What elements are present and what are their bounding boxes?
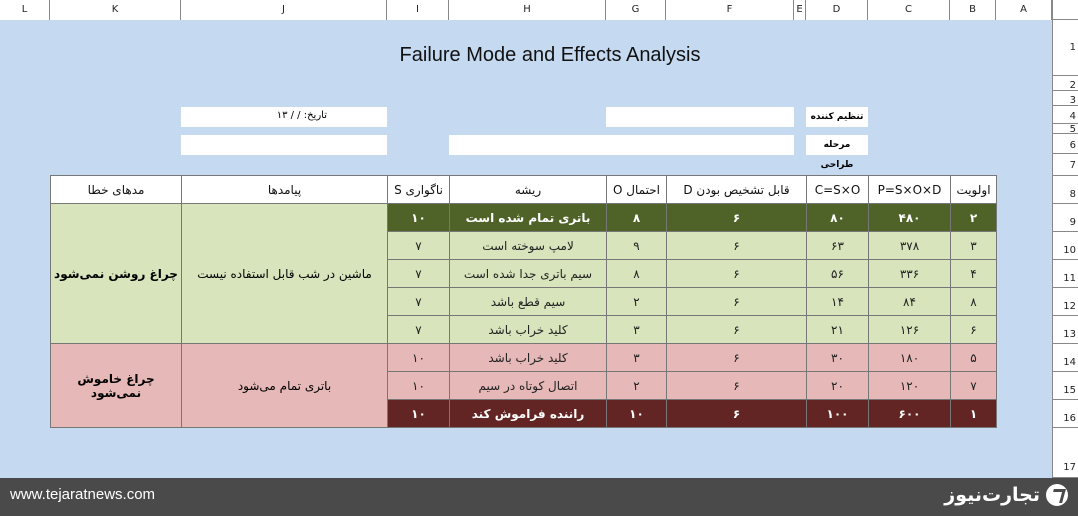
severity-cell: ۱۰ <box>388 372 450 400</box>
failure-mode-cell: چراغ روشن نمی‌شود <box>51 204 182 344</box>
design-stage-label: مرحله طراحی <box>806 135 868 155</box>
column-header[interactable]: F <box>666 0 794 20</box>
effect-cell: باتری تمام می‌شود <box>182 344 388 428</box>
cso-cell: ۶۳ <box>807 232 869 260</box>
cso-cell: ۱۰۰ <box>807 400 869 428</box>
rpn-cell: ۸۴ <box>869 288 951 316</box>
header-occurrence: احتمال O <box>607 176 667 204</box>
column-header[interactable]: C <box>868 0 950 20</box>
row-header[interactable]: 11 <box>1053 260 1078 288</box>
cso-cell: ۱۴ <box>807 288 869 316</box>
cause-cell: اتصال کوتاه در سیم <box>450 372 607 400</box>
failure-mode-cell: چراغ خاموش نمی‌شود <box>51 344 182 428</box>
date-field[interactable] <box>181 107 387 127</box>
header-cso: C=S×O <box>807 176 869 204</box>
row-header[interactable]: 17 <box>1053 428 1078 478</box>
row-header[interactable]: 12 <box>1053 288 1078 316</box>
rpn-cell: ۳۷۸ <box>869 232 951 260</box>
priority-cell: ۲ <box>951 204 997 232</box>
rpn-cell: ۱۲۰ <box>869 372 951 400</box>
table-row <box>51 344 997 372</box>
cause-cell: لامپ سوخته است <box>450 232 607 260</box>
prepared-by-label: تنظیم کننده <box>806 107 868 127</box>
detection-cell: ۶ <box>667 232 807 260</box>
cause-cell: سیم باتری جدا شده است <box>450 260 607 288</box>
priority-cell: ۵ <box>951 344 997 372</box>
severity-cell: ۷ <box>388 316 450 344</box>
header-severity: ناگواری S <box>388 176 450 204</box>
column-header[interactable]: A <box>996 0 1052 20</box>
column-header-bar <box>0 0 1052 21</box>
row-header[interactable]: 5 <box>1053 124 1078 134</box>
rpn-cell: ۱۲۶ <box>869 316 951 344</box>
row-header[interactable]: 4 <box>1053 106 1078 124</box>
row-header[interactable]: 6 <box>1053 134 1078 154</box>
cso-cell: ۸۰ <box>807 204 869 232</box>
column-header[interactable]: E <box>794 0 806 20</box>
cause-cell: راننده فراموش کند <box>450 400 607 428</box>
severity-cell: ۱۰ <box>388 400 450 428</box>
detection-cell: ۶ <box>667 260 807 288</box>
occurrence-cell: ۲ <box>607 372 667 400</box>
website-url[interactable]: www.tejaratnews.com <box>10 486 156 503</box>
cause-cell: باتری تمام شده است <box>450 204 607 232</box>
detection-cell: ۶ <box>667 288 807 316</box>
cso-cell: ۳۰ <box>807 344 869 372</box>
column-header[interactable]: G <box>606 0 666 20</box>
priority-cell: ۳ <box>951 232 997 260</box>
prepared-by-field[interactable] <box>606 107 794 127</box>
priority-cell: ۶ <box>951 316 997 344</box>
column-header[interactable]: I <box>387 0 449 20</box>
column-header[interactable]: J <box>181 0 387 20</box>
detection-cell: ۶ <box>667 204 807 232</box>
brand-name: تجارت‌نیوز <box>944 484 1040 506</box>
row-header[interactable]: 9 <box>1053 204 1078 232</box>
row-header[interactable]: 14 <box>1053 344 1078 372</box>
priority-cell: ۸ <box>951 288 997 316</box>
page-title: Failure Mode and Effects Analysis <box>399 44 701 66</box>
row-header[interactable]: 10 <box>1053 232 1078 260</box>
header-cause: ریشه <box>450 176 607 204</box>
design-stage-field[interactable] <box>449 135 794 155</box>
occurrence-cell: ۸ <box>607 260 667 288</box>
occurrence-cell: ۳ <box>607 344 667 372</box>
detection-cell: ۶ <box>667 372 807 400</box>
cso-cell: ۵۶ <box>807 260 869 288</box>
row-header[interactable]: 2 <box>1053 76 1078 91</box>
rpn-cell: ۳۳۶ <box>869 260 951 288</box>
blank-field-left[interactable] <box>181 135 387 155</box>
column-header[interactable]: H <box>449 0 606 20</box>
severity-cell: ۷ <box>388 260 450 288</box>
occurrence-cell: ۸ <box>607 204 667 232</box>
detection-cell: ۶ <box>667 316 807 344</box>
effect-cell: ماشین در شب قابل استفاده نیست <box>182 204 388 344</box>
cause-cell: کلید خراب باشد <box>450 316 607 344</box>
row-header[interactable]: 13 <box>1053 316 1078 344</box>
row-header[interactable]: 7 <box>1053 154 1078 176</box>
column-header[interactable]: K <box>50 0 181 20</box>
severity-cell: ۱۰ <box>388 204 450 232</box>
occurrence-cell: ۳ <box>607 316 667 344</box>
row-header[interactable]: 8 <box>1053 176 1078 204</box>
table-row <box>51 204 997 232</box>
row-header[interactable]: 1 <box>1053 20 1078 76</box>
header-detection: قابل تشخیص بودن D <box>667 176 807 204</box>
cso-cell: ۲۰ <box>807 372 869 400</box>
header-effects: پیامدها <box>182 176 388 204</box>
rpn-cell: ۱۸۰ <box>869 344 951 372</box>
severity-cell: ۷ <box>388 288 450 316</box>
row-header[interactable]: 16 <box>1053 400 1078 428</box>
rpn-cell: ۴۸۰ <box>869 204 951 232</box>
column-header[interactable]: D <box>806 0 868 20</box>
severity-cell: ۷ <box>388 232 450 260</box>
severity-cell: ۱۰ <box>388 344 450 372</box>
fmea-table <box>50 175 997 428</box>
brand-logo[interactable] <box>944 484 1068 506</box>
priority-cell: ۷ <box>951 372 997 400</box>
row-header[interactable]: 15 <box>1053 372 1078 400</box>
detection-cell: ۶ <box>667 400 807 428</box>
cso-cell: ۲۱ <box>807 316 869 344</box>
header-priority: اولویت <box>951 176 997 204</box>
occurrence-cell: ۹ <box>607 232 667 260</box>
priority-cell: ۴ <box>951 260 997 288</box>
header-modes: مدهای خطا <box>51 176 182 204</box>
occurrence-cell: ۱۰ <box>607 400 667 428</box>
footer-bar <box>0 478 1078 516</box>
date-text: تاریخ: / / ۱۳ <box>276 110 327 121</box>
row-header[interactable]: 3 <box>1053 91 1078 106</box>
header-rpn: P=S×O×D <box>869 176 951 204</box>
tejaratnews-logo-icon <box>1046 484 1068 506</box>
column-header[interactable]: L <box>0 0 50 20</box>
row-header-corner <box>1053 0 1078 20</box>
cause-cell: کلید خراب باشد <box>450 344 607 372</box>
occurrence-cell: ۲ <box>607 288 667 316</box>
detection-cell: ۶ <box>667 344 807 372</box>
rpn-cell: ۶۰۰ <box>869 400 951 428</box>
priority-cell: ۱ <box>951 400 997 428</box>
row-header-bar <box>1052 0 1078 478</box>
column-header[interactable]: B <box>950 0 996 20</box>
cause-cell: سیم قطع باشد <box>450 288 607 316</box>
header-row <box>51 176 997 204</box>
